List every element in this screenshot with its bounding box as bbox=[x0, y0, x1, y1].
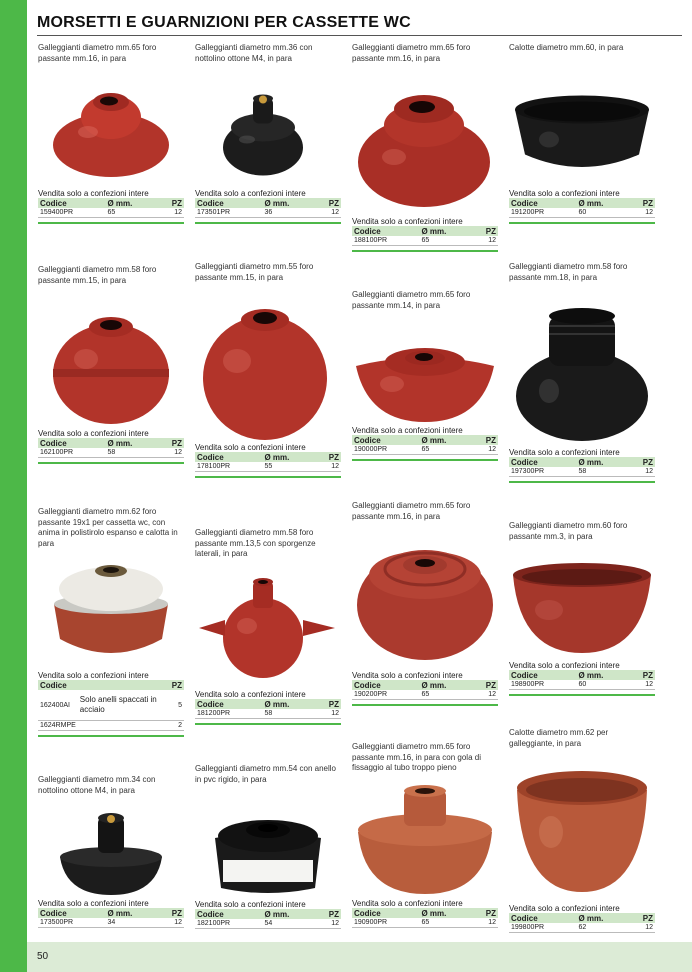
product-code: 190200PR bbox=[352, 690, 419, 700]
divider bbox=[195, 222, 341, 224]
product-card bbox=[509, 728, 655, 933]
spec-table bbox=[38, 198, 184, 218]
product-card bbox=[509, 521, 655, 696]
product-code: 178100PR bbox=[195, 462, 262, 472]
col-diam: Ø mm. bbox=[576, 913, 629, 923]
col-pz: PZ bbox=[171, 680, 182, 690]
product-card bbox=[352, 742, 498, 928]
spec-table bbox=[195, 198, 341, 218]
product-description: Galleggianti diametro mm.62 foro passante 19x1 per cassetta wc, con anima in polistirolo espanso e calotta in para bbox=[38, 507, 178, 548]
col-diam: Ø mm. bbox=[105, 198, 158, 208]
product-description: Galleggianti diametro mm.65 foro passante mm.14, in para bbox=[352, 290, 471, 310]
product-image bbox=[38, 559, 184, 669]
product-description: Galleggianti diametro mm.65 foro passante mm.16, in para bbox=[38, 43, 157, 63]
product-description: Galleggianti diametro mm.65 foro passante mm.16, in para bbox=[352, 501, 471, 521]
col-pz: PZ bbox=[158, 438, 184, 448]
sold-note: Vendita solo a confezioni intere bbox=[195, 189, 306, 198]
product-pz: 12 bbox=[629, 208, 655, 218]
sold-note: Vendita solo a confezioni intere bbox=[195, 900, 306, 909]
product-description: Galleggianti diametro mm.54 con anello in pvc rigido, in para bbox=[195, 764, 336, 784]
spec-table bbox=[509, 198, 655, 218]
col-diam: Ø mm. bbox=[262, 699, 315, 709]
col-pz: PZ bbox=[315, 909, 341, 919]
divider bbox=[509, 481, 655, 483]
product-card bbox=[38, 775, 184, 928]
col-diam: Ø mm. bbox=[576, 198, 629, 208]
title-divider bbox=[37, 35, 682, 36]
divider bbox=[38, 735, 184, 737]
product-code: 199800PR bbox=[509, 923, 576, 933]
spec-table bbox=[509, 913, 655, 933]
col-pz: PZ bbox=[315, 699, 341, 709]
product-description: Galleggianti diametro mm.36 con nottolino ottone M4, in para bbox=[195, 43, 313, 63]
product-description: Galleggianti diametro mm.34 con nottolino ottone M4, in para bbox=[38, 775, 156, 795]
product-diam: 65 bbox=[419, 690, 472, 700]
product-image bbox=[195, 568, 341, 688]
col-pz: PZ bbox=[315, 452, 341, 462]
product-image bbox=[352, 782, 498, 897]
product-diam: 65 bbox=[419, 236, 472, 246]
product-pz: 2 bbox=[170, 721, 184, 731]
product-image bbox=[509, 762, 655, 902]
sold-note: Vendita solo a confezioni intere bbox=[38, 899, 149, 908]
product-diam: 58 bbox=[105, 448, 158, 458]
product-pz: 12 bbox=[315, 462, 341, 472]
product-code: 159400PR bbox=[38, 208, 105, 218]
col-diam: Ø mm. bbox=[576, 457, 629, 467]
product-diam: 65 bbox=[419, 445, 472, 455]
product-image bbox=[509, 296, 655, 446]
left-accent-bar bbox=[0, 0, 27, 972]
product-image bbox=[352, 77, 498, 215]
col-code: Codice bbox=[509, 670, 576, 680]
product-pz: 12 bbox=[158, 208, 184, 218]
page-title: MORSETTI E GUARNIZIONI PER CASSETTE WC bbox=[37, 14, 411, 31]
product-description: Calotte diametro mm.62 per galleggiante, in para bbox=[509, 728, 609, 748]
spec-table bbox=[195, 909, 341, 929]
divider bbox=[38, 462, 184, 464]
product-description: Galleggianti diametro mm.58 foro passante mm.15, in para bbox=[38, 265, 157, 285]
product-card bbox=[38, 507, 184, 737]
product-code: 190900PR bbox=[352, 918, 419, 928]
product-image bbox=[38, 77, 184, 187]
sold-note: Vendita solo a confezioni intere bbox=[352, 671, 463, 680]
footer-bar bbox=[0, 942, 692, 972]
col-diam: Ø mm. bbox=[105, 908, 158, 918]
spec-table bbox=[352, 435, 498, 455]
sold-note: Vendita solo a confezioni intere bbox=[509, 904, 620, 913]
col-pz: PZ bbox=[158, 908, 184, 918]
product-code: 188100PR bbox=[352, 236, 419, 246]
product-image bbox=[352, 535, 498, 669]
product-pz: 12 bbox=[629, 467, 655, 477]
divider bbox=[195, 476, 341, 478]
col-diam: Ø mm. bbox=[262, 198, 315, 208]
product-pz: 5 bbox=[170, 690, 184, 721]
product-diam: 60 bbox=[576, 208, 629, 218]
product-pz: 12 bbox=[629, 923, 655, 933]
product-code: 173501PR bbox=[195, 208, 262, 218]
spec-table bbox=[38, 680, 184, 731]
product-image bbox=[195, 798, 341, 898]
product-description: Galleggianti diametro mm.55 foro passante mm.15, in para bbox=[195, 262, 314, 282]
col-diam: Ø mm. bbox=[262, 909, 315, 919]
col-diam: Ø mm. bbox=[105, 438, 158, 448]
product-diam: 34 bbox=[105, 918, 158, 928]
product-pz: 12 bbox=[315, 919, 341, 929]
product-code: 162100PR bbox=[38, 448, 105, 458]
product-description: Galleggianti diametro mm.58 foro passante mm.13,5 con sporgenze laterali, in para bbox=[195, 528, 316, 558]
product-diam: 58 bbox=[262, 709, 315, 719]
col-pz: PZ bbox=[629, 457, 655, 467]
col-pz: PZ bbox=[472, 226, 498, 236]
product-code: 1624RMPE bbox=[40, 722, 76, 729]
col-code: Codice bbox=[509, 457, 576, 467]
spec-table bbox=[195, 699, 341, 719]
product-diam: 54 bbox=[262, 919, 315, 929]
col-code: Codice bbox=[195, 198, 262, 208]
sold-note: Vendita solo a confezioni intere bbox=[509, 448, 620, 457]
product-code: 198900PR bbox=[509, 680, 576, 690]
col-diam: Ø mm. bbox=[262, 452, 315, 462]
col-pz: PZ bbox=[629, 670, 655, 680]
product-pz: 12 bbox=[629, 680, 655, 690]
product-card bbox=[509, 43, 655, 224]
col-pz: PZ bbox=[315, 198, 341, 208]
col-code: Codice bbox=[352, 680, 419, 690]
col-diam: Ø mm. bbox=[419, 226, 472, 236]
product-code: 162400AI bbox=[38, 690, 78, 721]
spec-table bbox=[352, 226, 498, 246]
col-diam: Ø mm. bbox=[419, 908, 472, 918]
product-description: Galleggianti diametro mm.60 foro passante mm.3, in para bbox=[509, 521, 628, 541]
spec-table bbox=[38, 438, 184, 458]
sold-note: Vendita solo a confezioni intere bbox=[195, 443, 306, 452]
product-diam: 65 bbox=[419, 918, 472, 928]
col-code: Codice bbox=[38, 438, 105, 448]
product-pz: 12 bbox=[158, 448, 184, 458]
spec-table bbox=[352, 908, 498, 928]
sold-note: Vendita solo a confezioni intere bbox=[352, 899, 463, 908]
product-pz: 12 bbox=[472, 918, 498, 928]
product-diam: 58 bbox=[576, 467, 629, 477]
product-card bbox=[352, 43, 498, 252]
product-image bbox=[352, 324, 498, 424]
col-code: Codice bbox=[352, 908, 419, 918]
col-code: Codice bbox=[195, 909, 262, 919]
product-description: Calotte diametro mm.60, in para bbox=[509, 43, 624, 52]
col-code: Codice bbox=[195, 699, 262, 709]
product-diam: 55 bbox=[262, 462, 315, 472]
sold-note: Vendita solo a confezioni intere bbox=[38, 671, 149, 680]
product-code: 190000PR bbox=[352, 445, 419, 455]
product-description: Galleggianti diametro mm.58 foro passante mm.18, in para bbox=[509, 262, 628, 282]
sold-note: Vendita solo a confezioni intere bbox=[509, 189, 620, 198]
product-card bbox=[509, 262, 655, 483]
product-pz: 12 bbox=[158, 918, 184, 928]
col-pz: PZ bbox=[629, 913, 655, 923]
sold-note: Vendita solo a confezioni intere bbox=[38, 429, 149, 438]
divider bbox=[352, 704, 498, 706]
col-code: Codice bbox=[509, 198, 576, 208]
divider bbox=[38, 222, 184, 224]
product-description: Galleggianti diametro mm.65 foro passante mm.16, in para con gola di fissaggio al tubo troppo pieno bbox=[352, 742, 481, 772]
divider bbox=[352, 459, 498, 461]
product-diam: 36 bbox=[262, 208, 315, 218]
col-diam: Ø mm. bbox=[419, 435, 472, 445]
divider bbox=[195, 723, 341, 725]
spec-table bbox=[38, 908, 184, 928]
col-pz: PZ bbox=[158, 198, 184, 208]
sold-note: Vendita solo a confezioni intere bbox=[509, 661, 620, 670]
product-card bbox=[38, 265, 184, 464]
col-diam: Ø mm. bbox=[419, 680, 472, 690]
col-pz: PZ bbox=[629, 198, 655, 208]
product-pz: 12 bbox=[315, 208, 341, 218]
product-image bbox=[195, 296, 341, 441]
product-image bbox=[38, 809, 184, 897]
product-code: 181200PR bbox=[195, 709, 262, 719]
product-diam: 65 bbox=[105, 208, 158, 218]
col-pz: PZ bbox=[472, 435, 498, 445]
product-image bbox=[38, 299, 184, 427]
col-code: Codice bbox=[509, 913, 576, 923]
product-card bbox=[195, 764, 341, 929]
divider bbox=[352, 250, 498, 252]
product-description: Galleggianti diametro mm.65 foro passante mm.16, in para bbox=[352, 43, 471, 63]
col-code: Codice bbox=[352, 226, 419, 236]
col-pz: PZ bbox=[472, 908, 498, 918]
spec-table bbox=[509, 670, 655, 690]
page-number: 50 bbox=[37, 951, 49, 962]
product-card bbox=[195, 528, 341, 725]
product-code: 191200PR bbox=[509, 208, 576, 218]
product-image bbox=[195, 77, 341, 187]
footer-accent bbox=[0, 942, 27, 972]
product-diam: 62 bbox=[576, 923, 629, 933]
sold-note: Vendita solo a confezioni intere bbox=[352, 426, 463, 435]
product-image bbox=[509, 77, 655, 187]
product-pz: 12 bbox=[472, 690, 498, 700]
col-code: Codice bbox=[38, 908, 105, 918]
product-diam: 60 bbox=[576, 680, 629, 690]
sold-note: Vendita solo a confezioni intere bbox=[352, 217, 463, 226]
col-pz: PZ bbox=[472, 680, 498, 690]
spec-table bbox=[352, 680, 498, 700]
product-image bbox=[509, 555, 655, 659]
product-code: 197300PR bbox=[509, 467, 576, 477]
col-code: Codice bbox=[195, 452, 262, 462]
product-pz: 12 bbox=[315, 709, 341, 719]
sold-note: Vendita solo a confezioni intere bbox=[38, 189, 149, 198]
product-note: Solo anelli spaccati in acciaio bbox=[78, 690, 170, 721]
product-pz: 12 bbox=[472, 445, 498, 455]
product-card bbox=[195, 43, 341, 224]
spec-table bbox=[509, 457, 655, 477]
col-code: Codice bbox=[38, 680, 78, 690]
divider bbox=[509, 694, 655, 696]
product-card bbox=[38, 43, 184, 224]
product-card bbox=[195, 262, 341, 478]
product-pz: 12 bbox=[472, 236, 498, 246]
product-code: 182100PR bbox=[195, 919, 262, 929]
product-card bbox=[352, 290, 498, 461]
divider bbox=[509, 222, 655, 224]
col-code: Codice bbox=[352, 435, 419, 445]
col-diam: Ø mm. bbox=[576, 670, 629, 680]
col-code: Codice bbox=[38, 198, 105, 208]
spec-table bbox=[195, 452, 341, 472]
sold-note: Vendita solo a confezioni intere bbox=[195, 690, 306, 699]
product-card bbox=[352, 501, 498, 706]
product-code: 173500PR bbox=[38, 918, 105, 928]
